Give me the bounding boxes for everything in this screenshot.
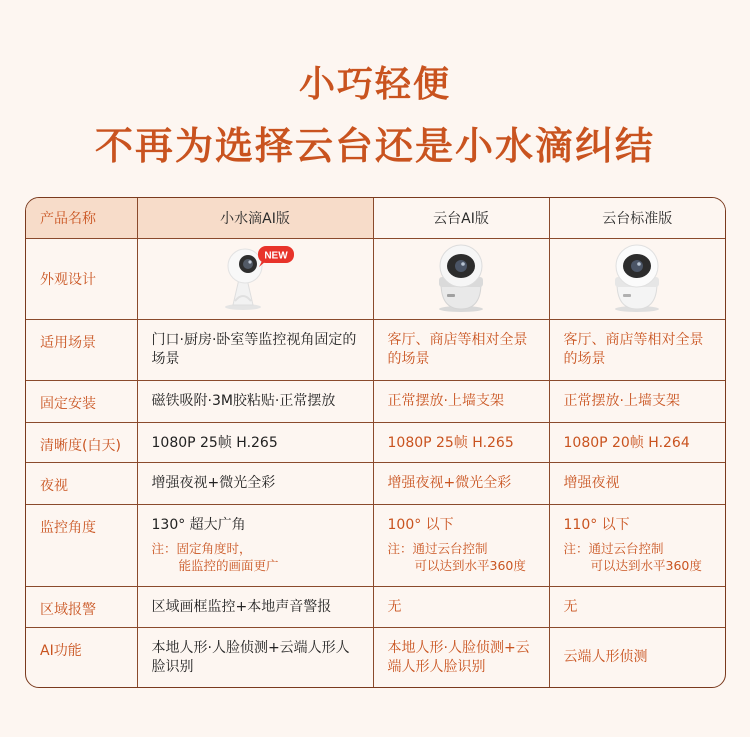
table-row (26, 381, 725, 423)
row-label: 夜视 (26, 463, 137, 505)
table-row (26, 587, 725, 628)
cell-value: 门口·厨房·卧室等监控视角固定的场景 (137, 320, 373, 381)
header-ptz-ai: 云台AI版 (373, 198, 549, 239)
cell-value (373, 505, 549, 587)
angle-value: 100° 以下 (387, 517, 454, 533)
cell-value: 正常摆放·上墙支架 (373, 381, 549, 423)
angle-note (564, 540, 712, 574)
angle-note (388, 540, 535, 574)
ptz-camera-icon (587, 239, 687, 315)
cell-value: 区域画框监控+本地声音警报 (137, 587, 373, 628)
header-product-name: 产品名称 (26, 198, 137, 239)
row-label: AI功能 (26, 628, 137, 688)
drop-camera-image (137, 239, 373, 320)
cell-value: 磁铁吸附·3M胶粘贴·正常摆放 (137, 381, 373, 423)
table-row (26, 239, 725, 320)
new-badge: NEW (264, 250, 288, 262)
ptz-ai-camera-image (373, 239, 549, 320)
angle-value: 110° 以下 (563, 517, 630, 533)
row-label: 监控角度 (26, 505, 137, 587)
note-line: 能监控的画面更广 (178, 558, 279, 573)
cell-value: 云端人形侦测 (549, 628, 725, 688)
cell-value: 客厅、商店等相对全景的场景 (373, 320, 549, 381)
row-label: 固定安装 (26, 381, 137, 423)
row-label: 区域报警 (26, 587, 137, 628)
note-line: 注：通过云台控制 (387, 541, 488, 556)
cell-value: 本地人形·人脸侦测+云端人形人脸识别 (137, 628, 373, 688)
row-label: 适用场景 (26, 320, 137, 381)
table-row (26, 463, 725, 505)
comparison-table (25, 197, 726, 688)
note-line: 注：固定角度时， (151, 541, 252, 556)
row-label: 外观设计 (26, 239, 137, 320)
cell-value: 本地人形·人脸侦测+云端人形人脸识别 (373, 628, 549, 688)
cell-value: 增强夜视+微光全彩 (373, 463, 549, 505)
angle-value: 130° 超大广角 (151, 517, 246, 533)
note-line: 注：通过云台控制 (563, 541, 664, 556)
cell-value: 无 (549, 587, 725, 628)
table-row (26, 423, 725, 463)
header-row (26, 198, 725, 239)
heading-line2: 不再为选择云台还是小水滴纠结 (94, 124, 655, 168)
note-line: 可以达到水平360度 (414, 558, 526, 573)
ptz-standard-camera-image (549, 239, 725, 320)
cell-value (137, 505, 373, 587)
note-line: 可以达到水平360度 (590, 558, 702, 573)
table-row (26, 320, 725, 381)
table-row (26, 628, 725, 688)
cell-value: 客厅、商店等相对全景的场景 (549, 320, 725, 381)
cell-value: 正常摆放·上墙支架 (549, 381, 725, 423)
cell-value: 1080P 20帧 H.264 (549, 423, 725, 463)
cell-value (549, 505, 725, 587)
cell-value: 1080P 25帧 H.265 (373, 423, 549, 463)
header-drop-ai: 小水滴AI版 (137, 198, 373, 239)
table-row (26, 505, 725, 587)
cell-value: 增强夜视 (549, 463, 725, 505)
row-label: 清晰度(白天) (26, 423, 137, 463)
heading-line1: 小巧轻便 (298, 64, 451, 105)
cell-value: 增强夜视+微光全彩 (137, 463, 373, 505)
angle-note (152, 540, 359, 574)
drop-camera-icon (195, 239, 315, 315)
cell-value: 1080P 25帧 H.265 (137, 423, 373, 463)
cell-value: 无 (373, 587, 549, 628)
ptz-camera-icon (411, 239, 511, 315)
header-ptz-standard: 云台标准版 (549, 198, 725, 239)
